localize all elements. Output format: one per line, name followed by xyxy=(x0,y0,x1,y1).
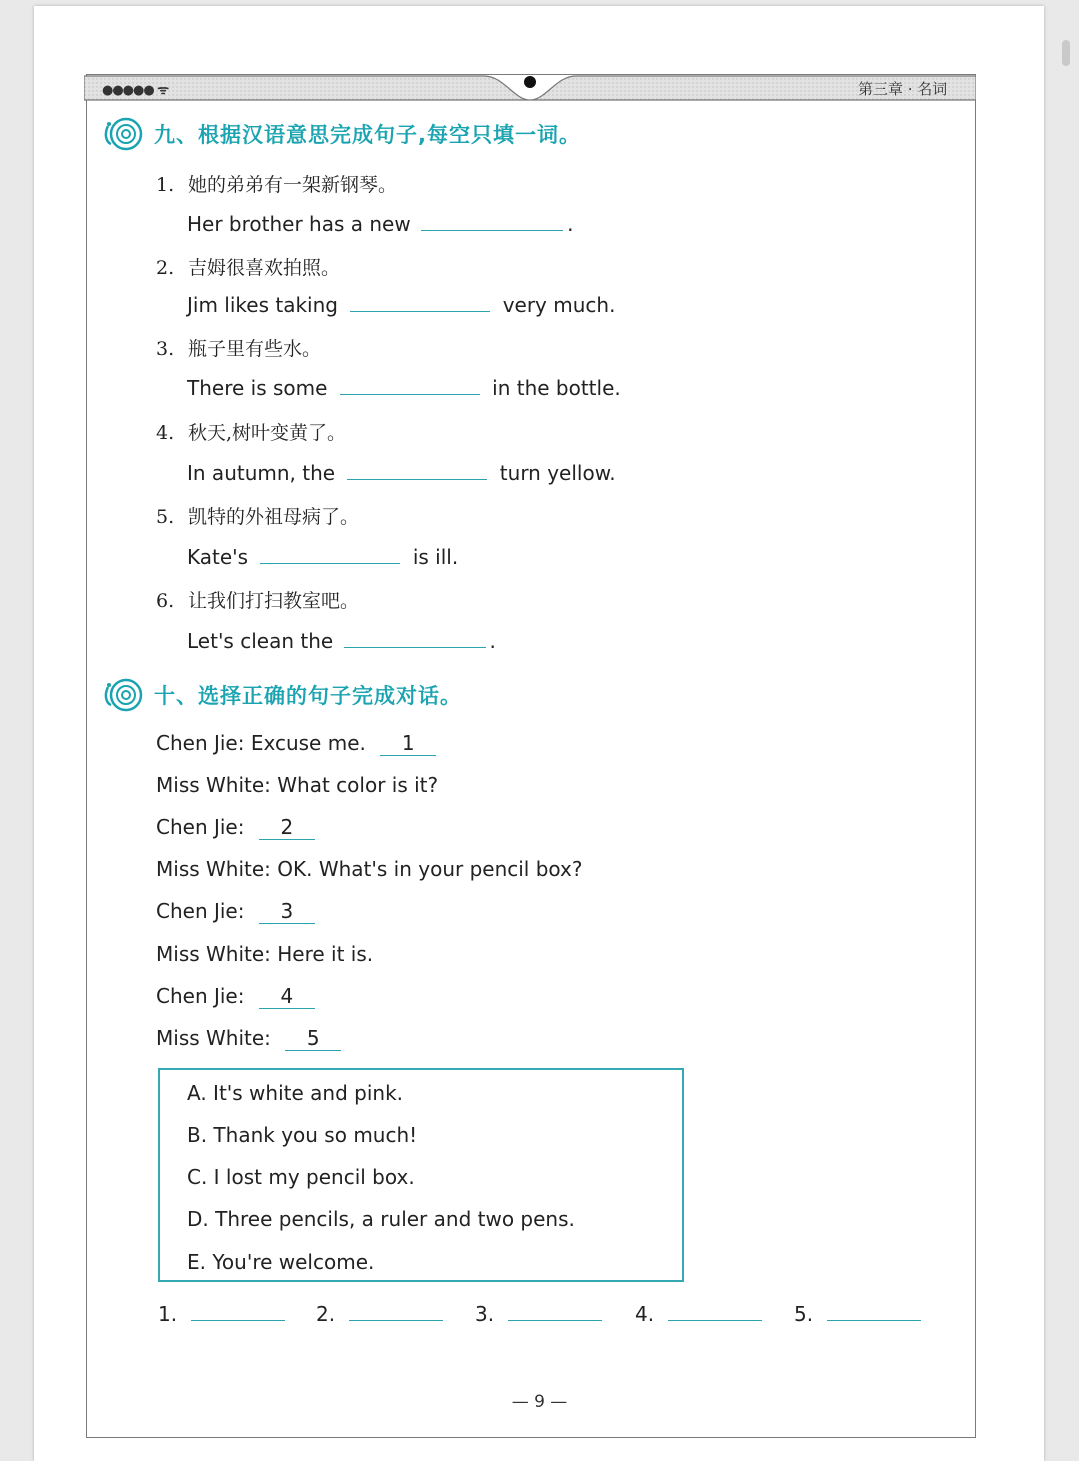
question-5-english: Kate's is ill. xyxy=(187,545,459,569)
answer-blank[interactable] xyxy=(347,459,487,480)
top-banner xyxy=(84,74,976,104)
question-6-english: Let's clean the . xyxy=(187,629,496,653)
dialogue-line-6: Miss White: Here it is. xyxy=(156,942,374,966)
dialogue-line-8: Miss White: 5 xyxy=(156,1026,341,1051)
dialogue-blank[interactable]: 5 xyxy=(285,1026,341,1051)
snail-icon xyxy=(100,677,146,713)
option-b: B. Thank you so much! xyxy=(187,1123,418,1147)
answer-3: 3. xyxy=(475,1300,602,1326)
dialogue-line-4: Miss White: OK. What's in your pencil box? xyxy=(156,857,583,881)
answer-5: 5. xyxy=(794,1300,921,1326)
answer-blank[interactable] xyxy=(508,1300,602,1321)
answer-blank[interactable] xyxy=(340,374,480,395)
dialogue-blank[interactable]: 4 xyxy=(259,984,315,1009)
option-e: E. You're welcome. xyxy=(187,1250,375,1274)
signal-indicator: ●●●●● ᯤ xyxy=(102,83,169,98)
option-c: C. I lost my pencil box. xyxy=(187,1165,415,1189)
answer-2: 2. xyxy=(316,1300,443,1326)
section-9-header xyxy=(100,116,581,152)
question-6-chinese: 6. 让我们打扫教室吧。 xyxy=(156,590,360,612)
question-2-chinese: 2. 吉姆很喜欢拍照。 xyxy=(156,257,341,279)
question-1-chinese: 1. 她的弟弟有一架新钢琴。 xyxy=(156,174,398,196)
answer-blank[interactable] xyxy=(350,291,490,312)
scrollbar-thumb[interactable] xyxy=(1062,40,1070,66)
section-9-title: 九、根据汉语意思完成句子,每空只填一词。 xyxy=(154,123,581,147)
section-10-title: 十、选择正确的句子完成对话。 xyxy=(154,684,462,708)
chapter-label: 第三章 · 名词 xyxy=(858,80,948,98)
dialogue-blank[interactable]: 1 xyxy=(380,731,436,756)
answer-4: 4. xyxy=(635,1300,762,1326)
question-4-english: In autumn, the turn yellow. xyxy=(187,461,616,485)
dialogue-line-5: Chen Jie: 3 xyxy=(156,899,315,924)
page-number: — 9 — xyxy=(511,1392,568,1412)
question-1-english: Her brother has a new . xyxy=(187,212,574,236)
question-3-chinese: 3. 瓶子里有些水。 xyxy=(156,338,322,360)
section-10-header xyxy=(100,677,462,713)
option-a: A. It's white and pink. xyxy=(187,1081,404,1105)
dialogue-blank[interactable]: 3 xyxy=(259,899,315,924)
answer-blank[interactable] xyxy=(349,1300,443,1321)
answer-blank[interactable] xyxy=(191,1300,285,1321)
answer-blank[interactable] xyxy=(668,1300,762,1321)
question-4-chinese: 4. 秋天,树叶变黄了。 xyxy=(156,422,347,444)
dialogue-line-2: Miss White: What color is it? xyxy=(156,773,439,797)
answer-blank[interactable] xyxy=(260,543,400,564)
answer-blank[interactable] xyxy=(827,1300,921,1321)
question-2-english: Jim likes taking very much. xyxy=(187,293,616,317)
question-3-english: There is some in the bottle. xyxy=(187,376,621,400)
dialogue-blank[interactable]: 2 xyxy=(259,815,315,840)
dialogue-line-7: Chen Jie: 4 xyxy=(156,984,315,1009)
answer-blank[interactable] xyxy=(344,627,486,648)
answer-blank[interactable] xyxy=(421,210,563,231)
answer-1: 1. xyxy=(158,1300,285,1326)
option-d: D. Three pencils, a ruler and two pens. xyxy=(187,1207,575,1231)
dialogue-line-3: Chen Jie: 2 xyxy=(156,815,315,840)
question-5-chinese: 5. 凯特的外祖母病了。 xyxy=(156,506,360,528)
snail-icon xyxy=(100,116,146,152)
dialogue-line-1: Chen Jie: Excuse me. 1 xyxy=(156,731,436,756)
